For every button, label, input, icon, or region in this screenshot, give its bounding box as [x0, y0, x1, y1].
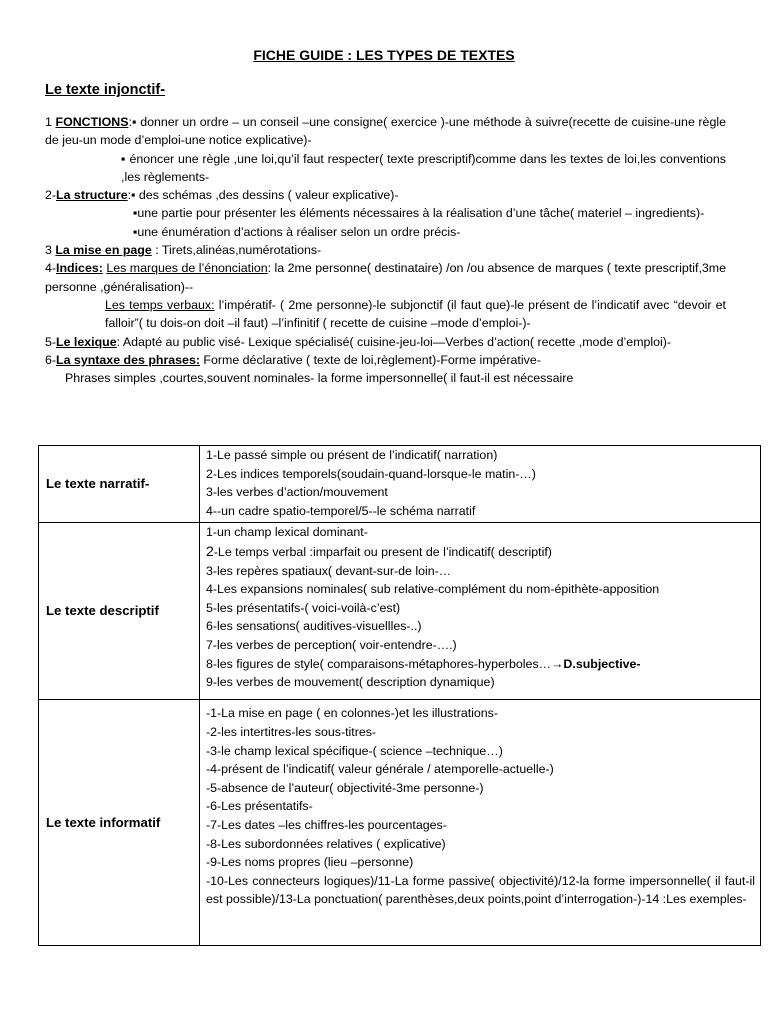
list-item: -9-Les noms propres (lieu –personne) [206, 855, 414, 870]
syntaxe-text: Forme déclarative ( texte de loi,règlement)-Forme impérative- [199, 352, 541, 367]
table-row-descriptif [39, 523, 761, 700]
list-item: 1-un champ lexical dominant- [206, 525, 368, 540]
structure-label: La structure [56, 188, 128, 203]
list-item: 5-les présentatifs-( voici-voilà-c’est) [206, 600, 401, 615]
list-item: 3-les repères spatiaux( devant-sur-de loin-… [206, 563, 452, 578]
list-item: 4-Les expansions nominales( sub relative-complément du nom-épithète-apposition [206, 582, 660, 597]
list-item: -10-Les connecteurs logiques)/11-La forme passive( objectivité)/12-la forme impersonnelle( il faut-il est possible)/13-La ponctuation( parenthèses,deux points,point d’interrogation-)-14 :Les exemples- [206, 873, 755, 907]
label-descriptif: Le texte descriptif [39, 523, 200, 700]
list-item: -3-le champ lexical spécifique-( science –technique…) [206, 743, 503, 758]
list-item: -7-Les dates –les chiffres-les pourcentages- [206, 817, 447, 832]
lexique-paragraph [45, 333, 726, 351]
structure-paragraph [45, 186, 726, 204]
list-item: -6-Les présentatifs- [206, 799, 313, 814]
table-row-narratif [39, 446, 761, 523]
list-item: 6-les sensations( auditives-visuellles-..) [206, 619, 422, 634]
structure-line3: ▪une énumération d’actions à réaliser selon un ordre précis- [133, 224, 461, 239]
list-item: -2-les intertitres-les sous-titres- [206, 724, 377, 739]
label-informatif: Le texte informatif [39, 700, 200, 946]
indices-number: 4- [45, 261, 57, 276]
arrow-conclusion: →D.subjective- [551, 656, 641, 671]
syntaxe-label: La syntaxe des phrases: [56, 352, 200, 367]
mise-en-page-paragraph [45, 241, 726, 259]
mise-en-page-number: 3 [45, 243, 56, 258]
temps-verbaux-label: Les temps verbaux: [105, 297, 215, 312]
list-item: -1-La mise en page ( en colonnes-)et les illustrations- [206, 706, 499, 721]
content-informatif [200, 700, 761, 946]
fonctions-text: :▪ donner un ordre – un conseil –une consigne( exercice )-une méthode à suivre(recette de cuisine-une règle de jeu-un mode d’emploi-une notice explicative)- [45, 115, 726, 148]
list-item: -8-Les subordonnées relatives ( explicative) [206, 836, 446, 851]
fonctions-number: 1 [45, 115, 56, 129]
injonctif-body [45, 113, 726, 387]
label-narratif: Le texte narratif- [39, 446, 200, 523]
syntaxe-number: 6- [45, 352, 57, 367]
temps-verbaux-paragraph [45, 296, 726, 333]
temps-verbaux-text: l’impératif- ( 2me personne)-le subjonctif (il faut que)-le présent de l’indicatif avec “devoir et falloir”( tu dois-on doit –il faut) –l’infinitif ( recette de cuisine –mode d’emploi-)- [105, 297, 726, 331]
text-types-table [38, 445, 761, 946]
lexique-label: Le lexique [56, 334, 117, 349]
section-heading-injonctif: Le texte injonctif- [45, 82, 166, 98]
fonctions-paragraph [45, 113, 726, 150]
list-item [206, 542, 755, 562]
structure-line2: ▪une partie pour présenter les éléments nécessaires à la réalisation d’une tâche( materiel – ingredients)- [133, 206, 705, 221]
list-item: -5-absence de l’auteur( objectivité-3me personne-) [206, 780, 484, 795]
indices-paragraph [45, 259, 726, 296]
list-item: -4-présent de l’indicatif( valeur générale / atemporelle-actuelle-) [206, 762, 554, 777]
structure-text: :▪ des schémas ,des dessins ( valeur explicative)- [127, 188, 399, 203]
indices-sublabel: Les marques de l’énonciation [106, 261, 268, 276]
mise-en-page-label: La mise en page [55, 243, 152, 258]
content-narratif [200, 446, 761, 523]
document-title: FICHE GUIDE : LES TYPES DE TEXTES [253, 47, 515, 63]
structure-number: 2- [45, 188, 57, 203]
indices-label: Indices: [56, 261, 103, 276]
table-row-informatif [39, 700, 761, 946]
item-text: 8-les figures de style( comparaisons-métaphores-hyperboles… [206, 656, 552, 671]
list-item [206, 655, 755, 674]
fonctions-line2: ▪ énoncer une règle ,une loi,qu’il faut respecter( texte prescriptif)comme dans les textes de loi,les conventions ,les règlements- [121, 151, 726, 184]
item-text: -Le temps verbal :imparfait ou present de l’indicatif( descriptif) [213, 544, 552, 559]
list-item: 3-les verbes d’action/mouvement [206, 485, 388, 500]
syntaxe-line2: Phrases simples ,courtes,souvent nominales- la forme impersonnelle( il faut-il est nécessaire [65, 371, 574, 386]
syntaxe-paragraph [45, 351, 726, 369]
lexique-number: 5- [45, 334, 57, 349]
content-descriptif [200, 523, 761, 700]
item-number: 2 [206, 542, 214, 559]
list-item: 2-Les indices temporels(soudain-quand-lorsque-le matin-…) [206, 466, 536, 481]
list-item: 9-les verbes de mouvement( description dynamique) [206, 675, 495, 690]
mise-en-page-text: : Tirets,alinéas,numérotations- [151, 243, 322, 258]
fonctions-label: FONCTIONS [55, 115, 129, 129]
list-item: 1-Le passé simple ou présent de l’indicatif( narration) [206, 448, 498, 462]
lexique-text: : Adapté au public visé- Lexique spécialisé( cuisine-jeu-loi—Verbes d’action( recette ,mode d’emploi)- [116, 334, 672, 349]
indices-text: : la 2me personne( destinataire) /on /ou absence de marques ( texte prescriptif,3me personne ,généralisation)-- [45, 261, 726, 294]
list-item: 7-les verbes de perception( voir-entendre-….) [206, 637, 457, 652]
list-item: 4--un cadre spatio-temporel/5--le schéma narratif [206, 503, 476, 518]
